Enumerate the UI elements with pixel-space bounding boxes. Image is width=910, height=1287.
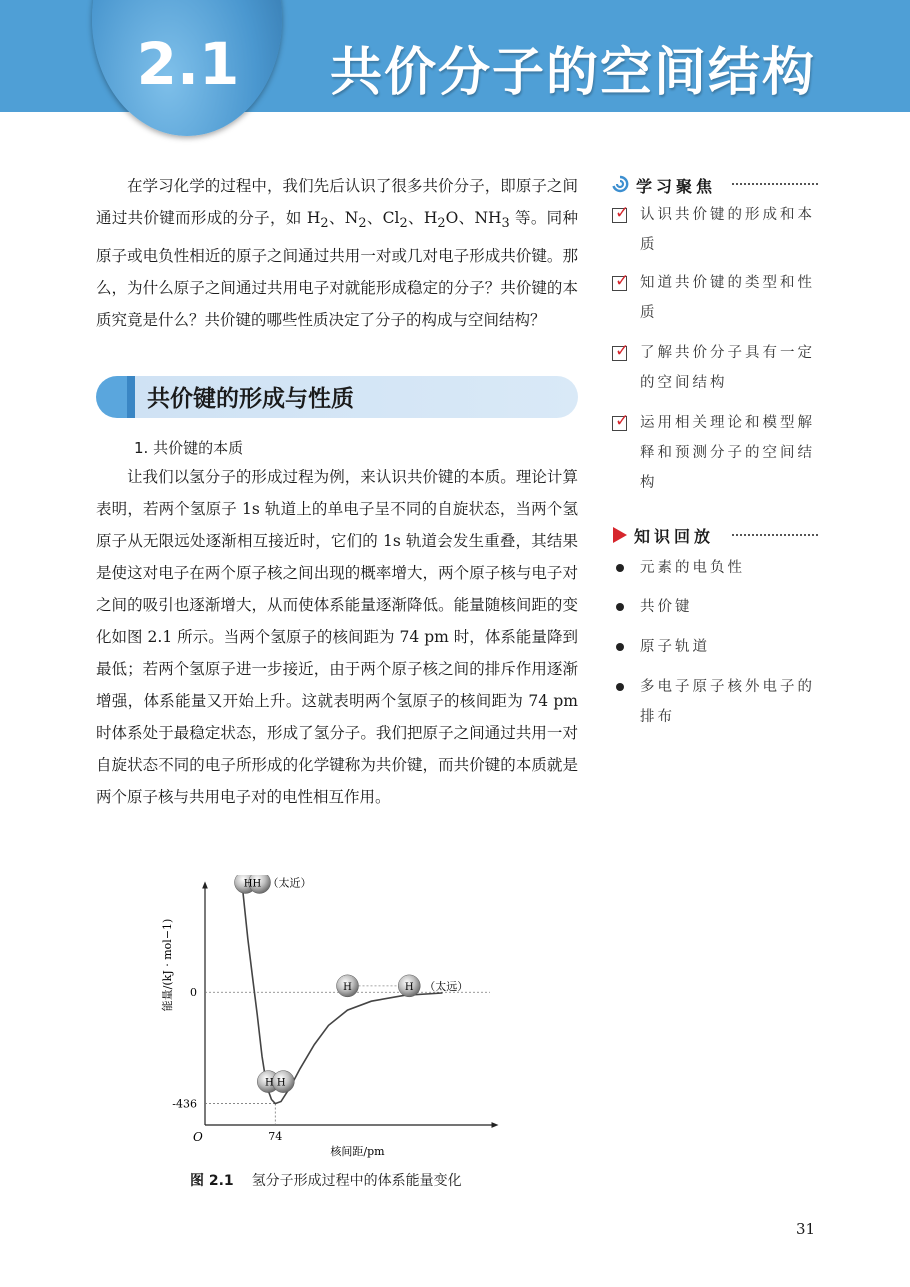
- checkbox-check-icon: ✓: [612, 208, 627, 223]
- chapter-number: 2.1: [136, 30, 240, 98]
- bullet-dot: [616, 643, 624, 651]
- y-tick-label: 0: [190, 986, 197, 1000]
- figure-number: 图 2.1: [190, 1173, 234, 1189]
- bullet-dot: [616, 683, 624, 691]
- focus-item: ✓ 认识共价键的形成和本质: [612, 200, 822, 264]
- focus-heading: 学习聚焦: [636, 177, 717, 196]
- atom-label: H: [404, 981, 414, 993]
- review-heading-rule: [732, 534, 818, 536]
- y-tick-label: -436: [172, 1097, 197, 1111]
- review-item: 多电子原子核外电子的排布: [612, 672, 822, 736]
- bullet-dot: [616, 603, 624, 611]
- y-axis-label: 能量/(kJ · mol−1): [161, 918, 174, 1012]
- review-item: 共价键: [612, 592, 822, 624]
- annotation-label: （太远）: [424, 979, 469, 993]
- focus-item: ✓ 运用相关理论和模型解释和预测分子的空间结构: [612, 408, 822, 504]
- review-item: 原子轨道: [612, 632, 822, 664]
- review-item: 元素的电负性: [612, 553, 822, 585]
- x-tick-label: 74: [268, 1130, 283, 1143]
- origin-label: O: [193, 1130, 203, 1144]
- x-axis-label: 核间距/pm: [330, 1145, 385, 1158]
- energy-curve-chart: [160, 875, 560, 1160]
- review-heading: 知识回放: [634, 527, 715, 546]
- triangle-play-icon: [612, 526, 628, 544]
- intro-paragraph: 在学习化学的过程中，我们先后认识了很多共价分子，即原子之间通过共价键而形成的分子，如 $H_2$、$N_2$、$Cl_2$、$H_2O$、$NH_3$ 等。同种原子或电负性相近的原子之间通过共用一对或几对电子形成共价键。那么，为什么原子之间通过共用电子对就能形成稳定的分子？共价键的本质究竟是什么？共价键的哪些性质决定了分子的构成与空间结构？: [96, 177, 578, 330]
- focus-item: ✓ 知道共价键的类型和性质: [612, 268, 822, 332]
- section-title: 共价键的形成与性质: [147, 386, 354, 412]
- page-number: 31: [796, 1220, 816, 1238]
- figure-title: 氢分子形成过程中的体系能量变化: [251, 1173, 462, 1189]
- annotation-label: （太近）: [267, 876, 312, 890]
- subheading: 1. 共价键的本质: [134, 439, 244, 457]
- atom-label: HH: [243, 878, 262, 890]
- section-heading-accent: [127, 376, 135, 418]
- checkbox-check-icon: ✓: [612, 346, 627, 361]
- figure-caption: [190, 1170, 462, 1190]
- body-paragraph: 让我们以氢分子的形成过程为例，来认识共价键的本质。理论计算表明，若两个氢原子 1s 轨道上的单电子呈不同的自旋状态，当两个氢原子从无限远处逐渐相互接近时，它们的 1s 轨道会发生重叠，其结果是使这对电子在两个原子核之间出现的概率增大，两个原子核与电子对之间的吸引也逐渐增大，从而使体系能量逐渐降低。能量随核间距的变化如图 2.1 所示。当两个氢原子的核间距为 74 pm 时，体系能量降到最低；若两个氢原子进一步接近，由于两个原子核之间的排斥作用逐渐增强，体系能量又开始上升。这就表明两个氢原子的核间距为 74 pm 时体系处于最稳定状态，形成了氢分子。我们把原子之间通过共用一对自旋状态不同的电子所形成的化学键称为共价键，而共价键的本质就是两个原子核与共用电子对的电性相互作用。: [96, 468, 578, 806]
- bullet-dot: [616, 564, 624, 572]
- atom-label: H H: [264, 1077, 286, 1089]
- focus-item: ✓ 了解共价分子具有一定的空间结构: [612, 338, 822, 402]
- checkbox-check-icon: ✓: [612, 276, 627, 291]
- atom-label: H: [343, 981, 352, 993]
- checkbox-check-icon: ✓: [612, 416, 627, 431]
- swirl-icon: [611, 175, 629, 193]
- chapter-title: 共价分子的空间结构: [330, 43, 817, 103]
- focus-heading-rule: [732, 183, 818, 185]
